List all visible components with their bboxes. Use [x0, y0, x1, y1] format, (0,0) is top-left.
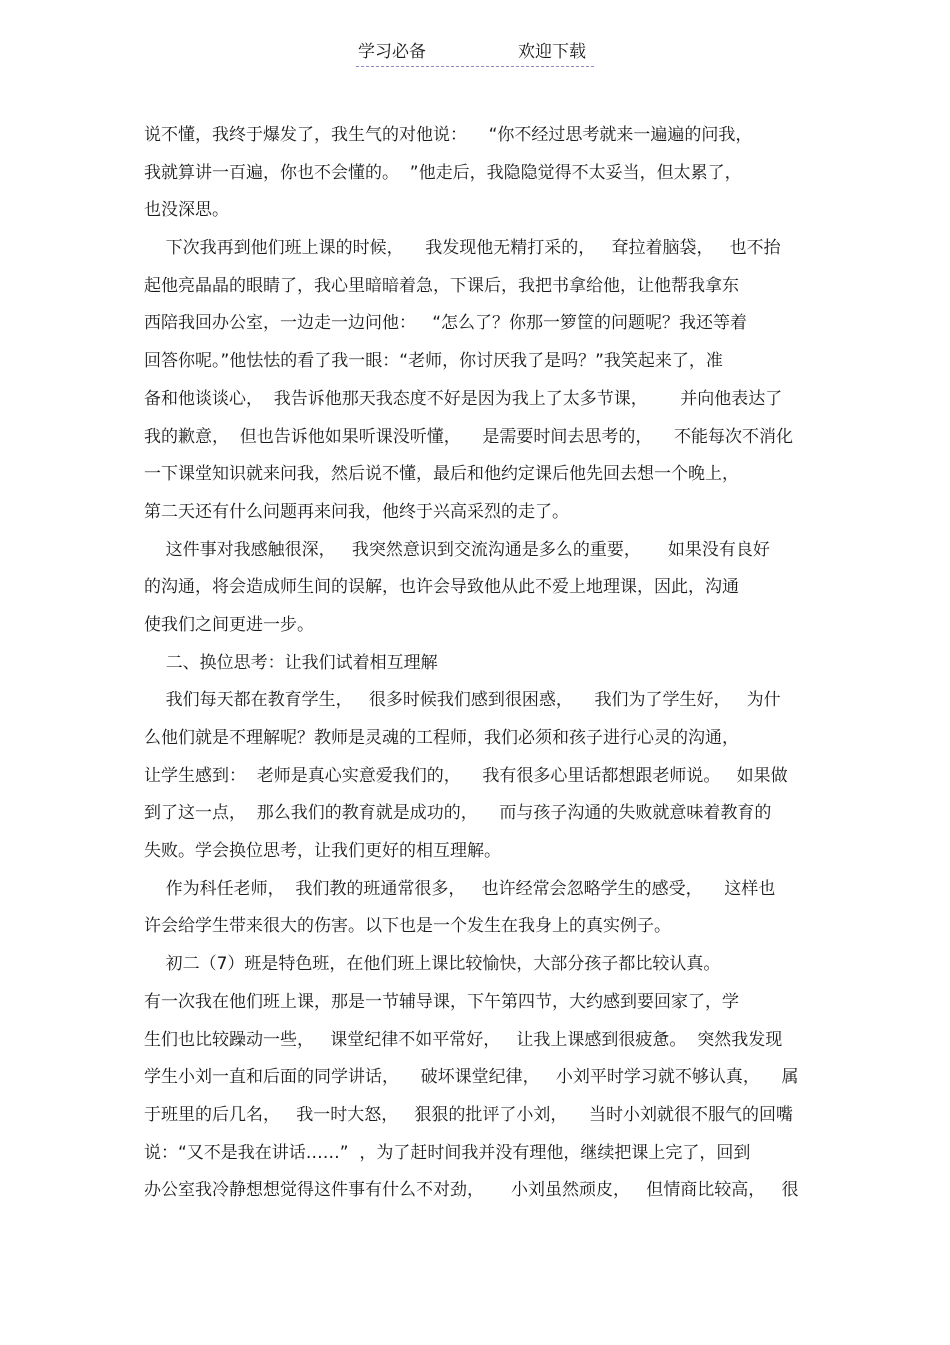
text-line: 一下课堂知识就来问我，然后说不懂，最后和他约定课后他先回去想一个晚上，	[144, 464, 739, 485]
text-line: 备和他谈谈心， 我告诉他那天我态度不好是因为我上了太多节课， 并向他表达了	[144, 388, 783, 409]
text-line: 我们每天都在教育学生， 很多时候我们感到很困惑， 我们为了学生好， 为什	[144, 690, 781, 711]
text-line: 么他们就是不理解呢？教师是灵魂的工程师，我们必须和孩子进行心灵的沟通，	[144, 728, 739, 748]
text-line: 生们也比较躁动一些， 课堂纪律不如平常好， 让我上课感到很疲惫。 突然我发现	[144, 1029, 783, 1050]
text-line: 这件事对我感触很深， 我突然意识到交流沟通是多么的重要， 如果没有良好	[144, 539, 770, 560]
text-line: 学生小刘一直和后面的同学讲话， 破坏课堂纪律， 小刘平时学习就不够认真， 属	[144, 1067, 799, 1088]
text-line: 我的歉意， 但也告诉他如果听课没听懂， 是需要时间去思考的， 不能每次不消化	[144, 426, 794, 447]
section-heading: 二、换位思考：让我们试着相互理解	[144, 652, 438, 673]
text-line: 到了这一点， 那么我们的教育就是成功的， 而与孩子沟通的失败就意味着教育的	[144, 803, 772, 824]
text-line: 有一次我在他们班上课，那是一节辅导课，下午第四节，大约感到要回家了，学	[144, 991, 739, 1012]
header-left-text: 学习必备	[358, 42, 426, 62]
text-line: 初二（7）班是特色班，在他们班上课比较愉快，大部分孩子都比较认真。	[144, 954, 721, 975]
header-right-text: 欢迎下载	[518, 42, 586, 62]
text-line: 办公室我冷静想想觉得这件事有什么不对劲， 小刘虽然顽皮， 但情商比较高， 很	[144, 1180, 799, 1201]
document-body	[144, 117, 808, 1210]
text-line: 回答你呢。”他怯怯的看了我一眼：“老师，你讨厌我了是吗？”我笑起来了，准	[144, 351, 723, 372]
text-line: 使我们之间更进一步。	[144, 614, 314, 635]
text-line: 说不懂，我终于爆发了，我生气的对他说： “你不经过思考就来一遍遍的问我，	[144, 125, 753, 145]
text-line: 的沟通，将会造成师生间的误解，也许会导致他从此不爱上地理课，因此，沟通	[144, 577, 739, 598]
text-line: 下次我再到他们班上课的时候， 我发现他无精打采的， 耷拉着脑袋， 也不抬	[144, 238, 781, 259]
text-line: 失败。学会换位思考，让我们更好的相互理解。	[144, 841, 501, 862]
text-line: 说：“又不是我在讲话……” ，为了赶时间我并没有理他，继续把课上完了，回到	[144, 1142, 751, 1163]
text-line: 让学生感到： 老师是真心实意爱我们的， 我有很多心里话都想跟老师说。 如果做	[144, 765, 788, 786]
text-line: 作为科任老师， 我们教的班通常很多， 也许经常会忽略学生的感受， 这样也	[144, 878, 776, 899]
text-line: 许会给学生带来很大的伤害。以下也是一个发生在我身上的真实例子。	[144, 916, 671, 937]
text-line: 也没深思。	[144, 200, 229, 221]
text-line: 第二天还有什么问题再来问我，他终于兴高采烈的走了。	[144, 501, 569, 522]
text-line: 西陪我回办公室，一边走一边问他： “怎么了？你那一箩筐的问题呢？我还等着	[144, 313, 748, 334]
page-header	[356, 40, 594, 67]
text-line: 我就算讲一百遍，你也不会懂的。 ”他走后，我隐隐觉得不太妥当，但太累了，	[144, 162, 742, 183]
text-line: 起他亮晶晶的眼睛了，我心里暗暗着急，下课后，我把书拿给他，让他帮我拿东	[144, 275, 739, 296]
text-line: 于班里的后几名， 我一时大怒， 狠狠的批评了小刘， 当时小刘就很不服气的回嘴	[144, 1104, 794, 1125]
